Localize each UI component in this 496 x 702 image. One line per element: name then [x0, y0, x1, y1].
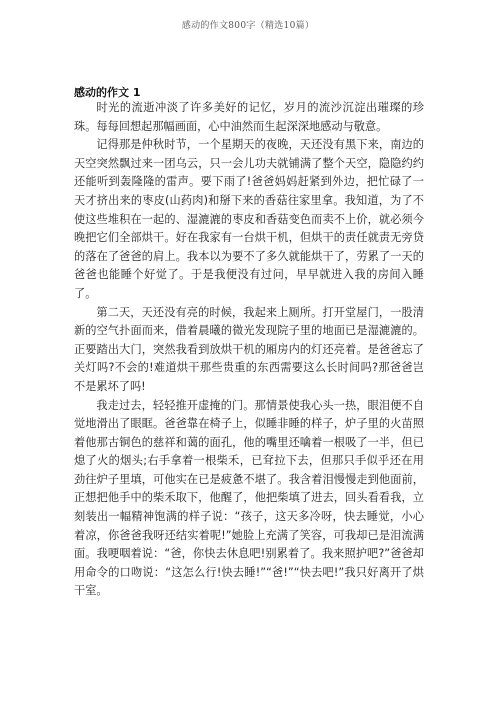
paragraph-4: 我走过去，轻轻推开虚掩的门。那情景使我心头一热，眼泪便不自觉地滑出了眼眶。爸爸靠在椅子上，似睡非睡的样子，炉子里的火苗照着他那古铜色的慈祥和蔼的面孔，他的嘴里还噙着一根吸了一半，但已熄了火的烟头;右手拿着一根柴禾，已耷拉下去，但那只手似乎还在用劲往炉子里填，可他实在已是疲惫不堪了。我含着泪慢慢走到他面前，正想把他手中的柴禾取下，他醒了，他把柴填了进去，回头看看我，立刻装出一幅精神饱满的样子说：“孩子，这天多冷呀，快去睡觉，小心着凉，你爸爸我呀还结实着呢!”她脸上充满了笑容，可我却已是泪流满面。我哽咽着说：“爸，你快去休息吧!别累着了。我来照护吧?”爸爸却用命令的口吻说：“这怎么行!快去睡!”“爸!”“快去吧!”我只好离开了烘干室。 [74, 398, 424, 598]
paragraph-3: 第二天，天还没有亮的时候，我起来上厕所。打开堂屋门，一股清新的空气扑面而来，借着晨曦的微光发现院子里的地面已是湿漉漉的。正要踏出大门，突然我看到放烘干机的厢房内的灯还亮着。是爸爸忘了关灯吗?不会的!难道烘干那些贵重的东西需要这么长时间吗?那爸爸岂不是累坏了吗! [74, 305, 424, 393]
page-header-title: 感动的作文800字（精选10篇） [181, 21, 315, 31]
section-title: 感动的作文 1 [74, 86, 141, 99]
article-body [74, 99, 424, 601]
paragraph-1: 时光的流逝冲淡了许多美好的记忆，岁月的流沙沉淀出璀璨的珍珠。每每回想起那幅画面，心中油然而生起深深地感动与敬意。 [74, 101, 424, 133]
paragraph-2: 记得那是仲秋时节，一个星期天的夜晚，天还没有黑下来，南边的天空突然飘过来一团乌云，只一会儿功夫就铺满了整个天空，隐隐约约还能听到轰隆隆的雷声。要下雨了!爸爸妈妈赶紧到外边，把忙碌了一天才挤出来的枣皮(山药肉)和掰下来的香菇往家里拿。我知道，为了不使这些堆积在一起的、湿漉漉的枣皮和香菇变色而卖不上价，就必须今晚把它们全部烘干。好在我家有一台烘干机，但烘干的责任就责无旁贷的落在了爸爸的肩上。我本以为要不了多久就能烘干了，劳累了一天的爸爸也能睡个好觉了。于是我便没有过问，早早就进入我的房间入睡了。 [74, 138, 424, 300]
